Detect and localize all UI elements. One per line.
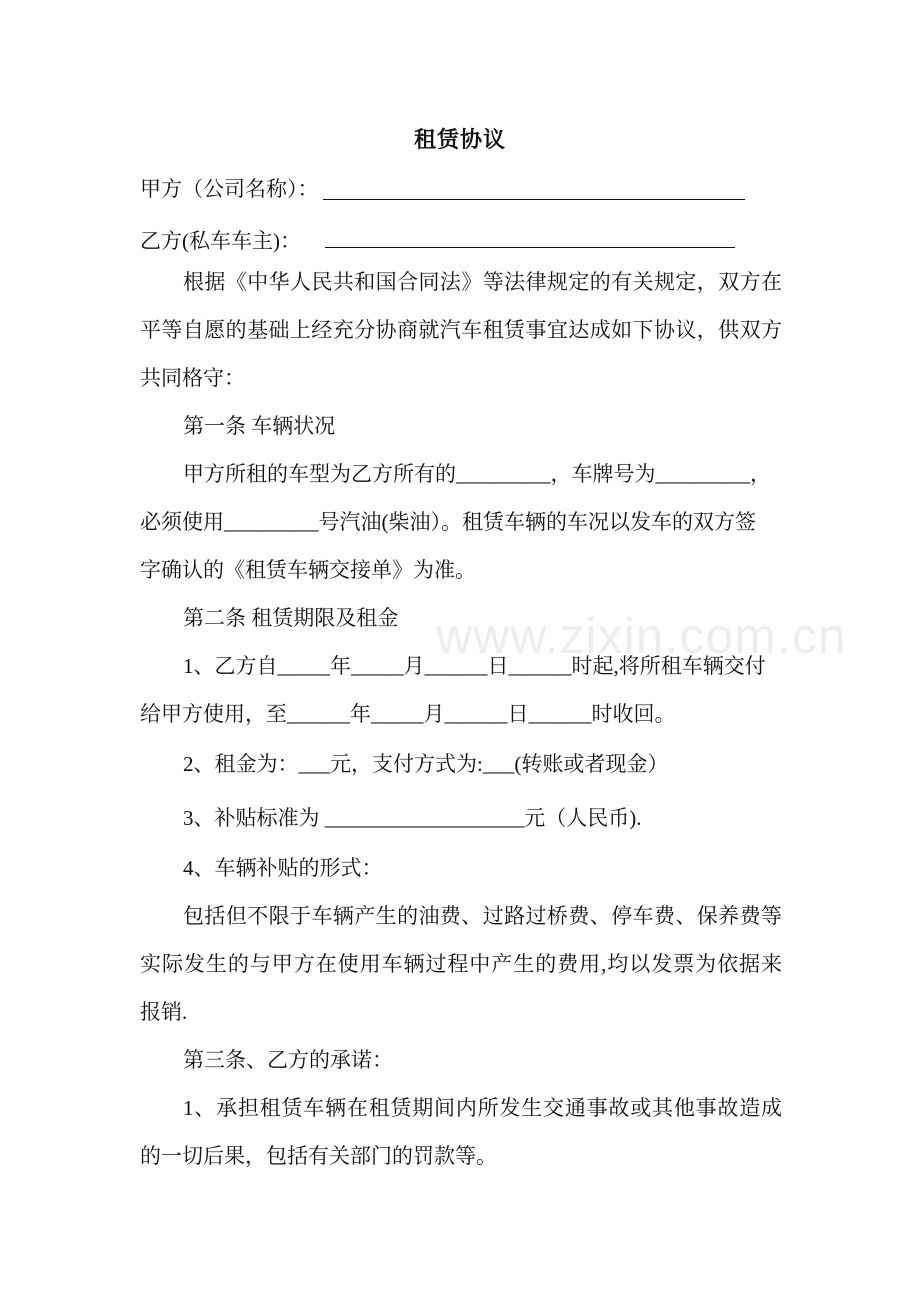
party-a-label: 甲方（公司名称）： (140, 177, 319, 201)
watermark: www.zixin.com.cn (436, 608, 847, 664)
subsidy-form-heading: 4、车辆补贴的形式： (183, 856, 383, 880)
party-b-fill-line (325, 247, 735, 248)
document-title: 租赁协议 (413, 127, 506, 152)
article-3-line: 1、承担租赁车辆在租赁期间内所发生交通事故或其他事故造成 (183, 1096, 782, 1120)
preamble-line: 共同格守： (140, 366, 245, 390)
subsidy-standard-line: 3、补贴标准为 ___________________元（人民币). (183, 806, 642, 830)
rental-period-line: 1、乙方自_____年_____月______日______时起,将所租车辆交付 (183, 654, 766, 678)
party-b-label: 乙方(私车车主)： (140, 229, 301, 253)
article-2-heading: 第二条 租赁期限及租金 (183, 606, 399, 630)
preamble-line: 根据《中华人民共和国合同法》等法律规定的有关规定，双方在 (183, 270, 782, 294)
rental-period-line: 给甲方使用，至______年_____月______日______时收回。 (140, 702, 676, 726)
article-3-heading: 第三条、乙方的承诺： (183, 1048, 393, 1072)
article-1-line: 甲方所租的车型为乙方所有的_________，车牌号为_________， (183, 462, 771, 486)
preamble-line: 平等自愿的基础上经充分协商就汽车租赁事宜达成如下协议，供双方 (140, 318, 782, 342)
rent-line: 2、租金为：___元，支付方式为:___(转账或者现金） (183, 752, 669, 776)
subsidy-form-line: 报销. (140, 1000, 188, 1024)
article-3-line: 的一切后果，包括有关部门的罚款等。 (140, 1144, 497, 1168)
subsidy-form-line: 包括但不限于车辆产生的油费、过路过桥费、停车费、保养费等 (183, 904, 782, 928)
article-1-line: 字确认的《租赁车辆交接单》为准。 (140, 558, 476, 582)
article-1-heading: 第一条 车辆状况 (183, 414, 336, 438)
subsidy-form-line: 实际发生的与甲方在使用车辆过程中产生的费用,均以发票为依据来 (140, 952, 782, 976)
article-1-line: 必须使用_________号汽油(柴油）。租赁车辆的车况以发车的双方签 (140, 510, 756, 534)
party-a-fill-line (323, 199, 745, 200)
